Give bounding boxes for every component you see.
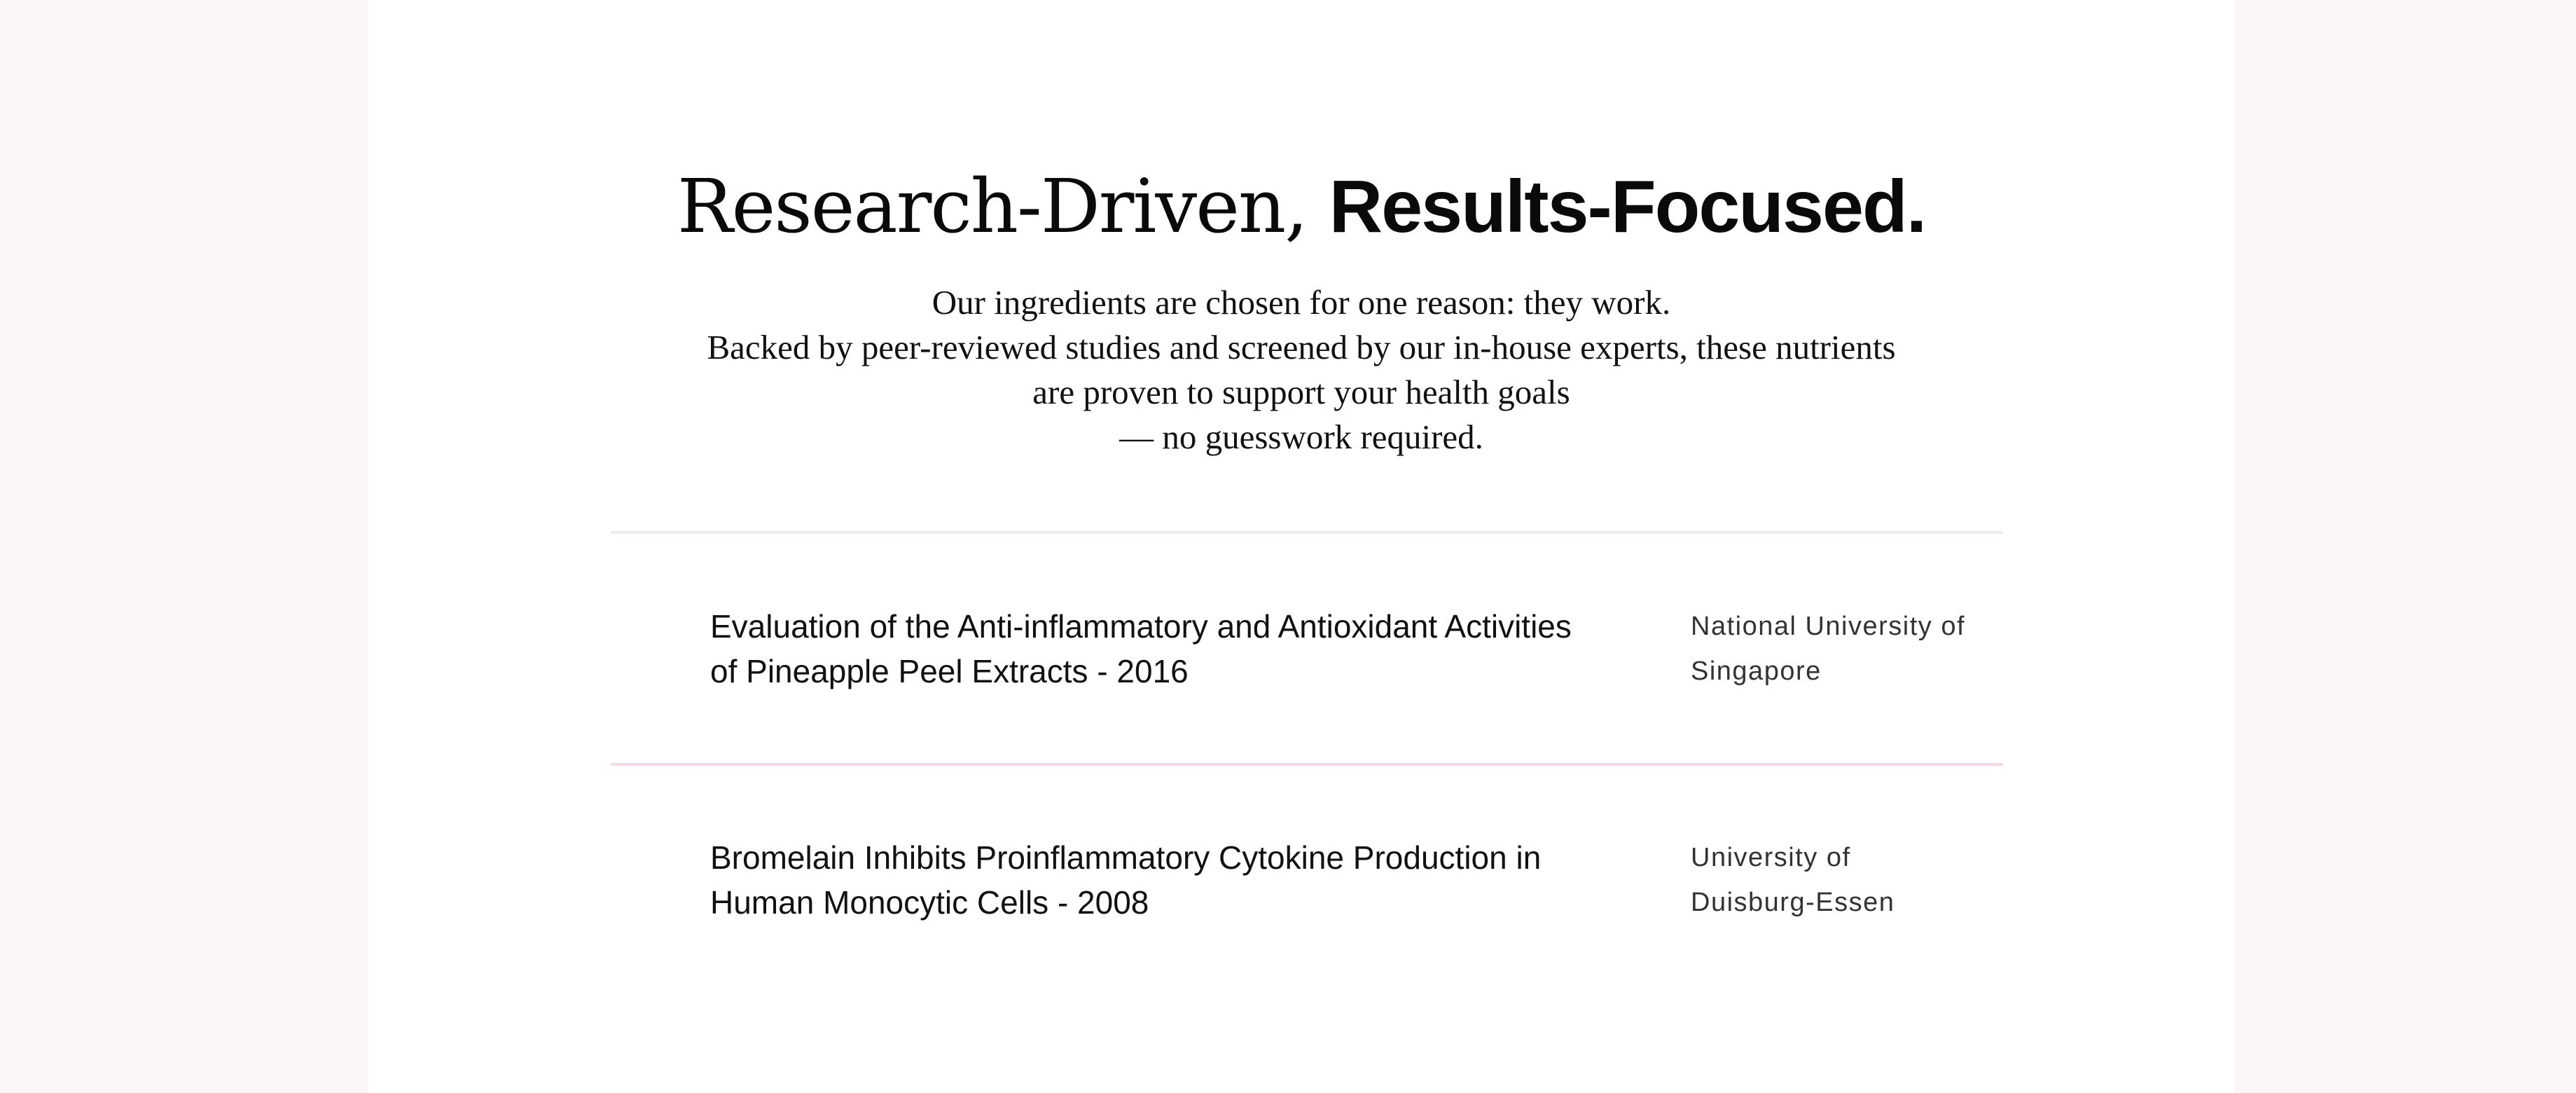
study-title — [710, 835, 1691, 925]
study-source — [1691, 835, 2003, 925]
study-source-line: University of — [1691, 843, 1851, 872]
intro-line: Our ingredients are chosen for one reason: they work. — [932, 283, 1671, 322]
intro-line: are proven to support your health goals — [1032, 373, 1570, 411]
research-section — [368, 0, 2234, 1093]
intro-line: Backed by peer-reviewed studies and screened by our in-house experts, these nutrients — [707, 328, 1896, 366]
study-title-line: Human Monocytic Cells - 2008 — [710, 884, 1149, 921]
study-title — [710, 604, 1691, 694]
heading-serif-text: Research-Driven, — [677, 163, 1329, 249]
section-heading — [368, 161, 2234, 253]
intro-paragraph — [368, 280, 2234, 460]
intro-line: — no guesswork required. — [1119, 418, 1483, 456]
study-source-line: Singapore — [1691, 657, 1822, 686]
study-title-line: Bromelain Inhibits Proinflammatory Cytokine Production in — [710, 839, 1542, 876]
study-title-line: Evaluation of the Anti-inflammatory and Antioxidant Activities — [710, 608, 1572, 645]
study-source-line: Duisburg-Essen — [1691, 888, 1895, 917]
divider-study — [611, 763, 2003, 766]
study-title-line: of Pineapple Peel Extracts - 2016 — [710, 653, 1189, 689]
divider-top — [611, 531, 2003, 534]
study-source — [1691, 604, 2003, 694]
study-source-line: National University of — [1691, 612, 1966, 641]
heading-bold-text: Results-Focused. — [1329, 165, 1926, 248]
